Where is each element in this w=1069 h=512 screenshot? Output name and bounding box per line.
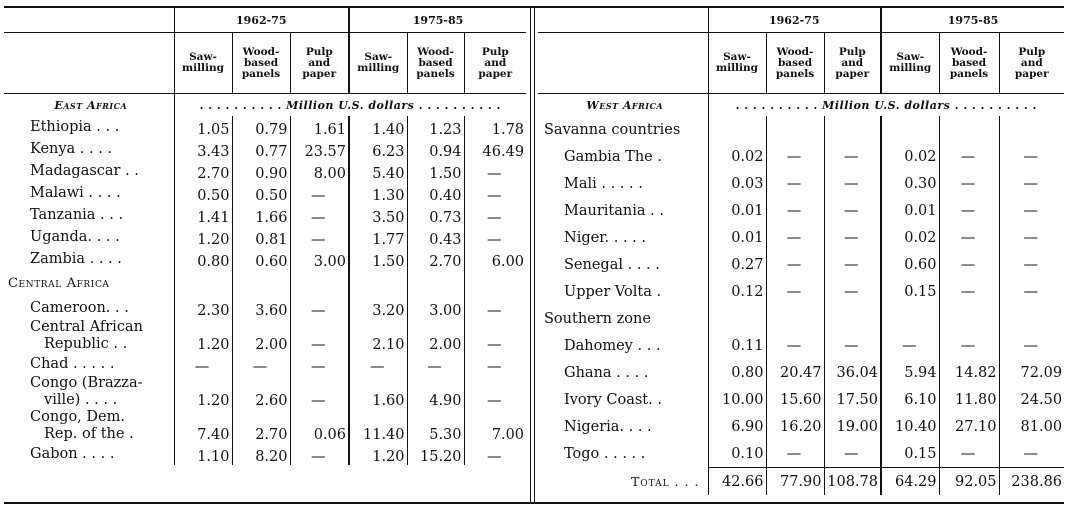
total-cell: 42.66 bbox=[708, 468, 766, 496]
table-row bbox=[4, 409, 526, 443]
value-cell: 20.47 bbox=[766, 359, 824, 386]
value-cell: 0.01 bbox=[708, 224, 766, 251]
value-cell: 0.50 bbox=[174, 182, 232, 204]
value-cell: 3.60 bbox=[232, 297, 290, 319]
table-row bbox=[538, 440, 1064, 468]
value-cell: 6.00 bbox=[464, 248, 526, 270]
value-cell: — bbox=[766, 332, 824, 359]
value-cell: — bbox=[939, 332, 999, 359]
bottom-rule bbox=[4, 502, 1064, 504]
country-label: Senegal . . . . bbox=[564, 256, 660, 273]
value-cell: — bbox=[290, 204, 349, 226]
value-cell: 1.20 bbox=[174, 226, 232, 248]
value-cell: — bbox=[174, 353, 232, 375]
value-cell: — bbox=[464, 297, 526, 319]
value-cell: — bbox=[464, 319, 526, 353]
value-cell: 1.30 bbox=[349, 182, 407, 204]
country-label: Gambia The . bbox=[564, 148, 662, 165]
left-table bbox=[4, 8, 526, 465]
value-cell: 3.20 bbox=[349, 297, 407, 319]
table-row bbox=[4, 248, 526, 270]
value-cell: — bbox=[407, 353, 464, 375]
unit-label: . . . . . . . . . . Million U.S. dollars . . . . . . . . . . bbox=[708, 94, 1064, 117]
value-cell: — bbox=[999, 170, 1064, 197]
value-cell: 0.81 bbox=[232, 226, 290, 248]
value-cell: 0.01 bbox=[708, 197, 766, 224]
table-row bbox=[4, 443, 526, 465]
country-label: Malawi . . . . bbox=[30, 185, 121, 201]
value-cell: 2.70 bbox=[174, 160, 232, 182]
value-cell: 7.00 bbox=[464, 409, 526, 443]
value-cell: — bbox=[999, 143, 1064, 170]
value-cell: — bbox=[881, 332, 939, 359]
value-cell: — bbox=[464, 226, 526, 248]
stub-header bbox=[538, 8, 708, 33]
value-cell: 3.00 bbox=[290, 248, 349, 270]
column-header: Saw- milling bbox=[349, 33, 407, 94]
value-cell: 0.60 bbox=[232, 248, 290, 270]
value-cell: — bbox=[766, 251, 824, 278]
total-row bbox=[538, 468, 1064, 496]
value-cell: — bbox=[824, 143, 881, 170]
stub-header bbox=[4, 8, 174, 33]
value-cell: — bbox=[290, 375, 349, 409]
value-cell: — bbox=[464, 443, 526, 465]
value-cell: 0.01 bbox=[881, 197, 939, 224]
value-cell: 10.40 bbox=[881, 413, 939, 440]
value-cell: 2.30 bbox=[174, 297, 232, 319]
group-row bbox=[538, 305, 1064, 332]
value-cell: 1.20 bbox=[174, 375, 232, 409]
value-cell: — bbox=[290, 443, 349, 465]
column-header: Saw- milling bbox=[174, 33, 232, 94]
value-cell: 19.00 bbox=[824, 413, 881, 440]
value-cell: 14.82 bbox=[939, 359, 999, 386]
country-label: Kenya . . . . bbox=[30, 141, 113, 157]
value-cell: 72.09 bbox=[999, 359, 1064, 386]
value-cell: — bbox=[290, 226, 349, 248]
right-table bbox=[538, 8, 1064, 495]
value-cell: — bbox=[824, 251, 881, 278]
center-divider-2 bbox=[534, 6, 535, 502]
table-row bbox=[4, 116, 526, 138]
value-cell: 0.02 bbox=[708, 143, 766, 170]
value-cell: 17.50 bbox=[824, 386, 881, 413]
table-row bbox=[538, 359, 1064, 386]
value-cell: 0.12 bbox=[708, 278, 766, 305]
value-cell: 0.73 bbox=[407, 204, 464, 226]
value-cell: 1.40 bbox=[349, 116, 407, 138]
value-cell: 6.23 bbox=[349, 138, 407, 160]
column-header: Wood- based panels bbox=[232, 33, 290, 94]
value-cell: — bbox=[766, 278, 824, 305]
value-cell: — bbox=[290, 182, 349, 204]
total-label: Total . . . bbox=[630, 473, 700, 489]
column-header: Pulp and paper bbox=[464, 33, 526, 94]
table-row bbox=[538, 170, 1064, 197]
value-cell: — bbox=[766, 440, 824, 468]
total-cell: 92.05 bbox=[939, 468, 999, 496]
region-row bbox=[4, 270, 526, 297]
value-cell: — bbox=[464, 204, 526, 226]
value-cell: 0.11 bbox=[708, 332, 766, 359]
country-label: Madagascar . . bbox=[30, 163, 139, 179]
table-row bbox=[4, 182, 526, 204]
value-cell: 8.00 bbox=[290, 160, 349, 182]
table-row bbox=[538, 413, 1064, 440]
value-cell: 1.20 bbox=[174, 319, 232, 353]
value-cell: 0.40 bbox=[407, 182, 464, 204]
value-cell: 11.40 bbox=[349, 409, 407, 443]
table-row bbox=[4, 353, 526, 375]
value-cell: 5.40 bbox=[349, 160, 407, 182]
region-heading: Central Africa bbox=[8, 276, 110, 291]
value-cell: 0.03 bbox=[708, 170, 766, 197]
table-row bbox=[4, 226, 526, 248]
value-cell: 2.00 bbox=[232, 319, 290, 353]
region-heading: West Africa bbox=[586, 98, 664, 112]
value-cell: 0.15 bbox=[881, 278, 939, 305]
value-cell: 1.66 bbox=[232, 204, 290, 226]
table-row bbox=[4, 375, 526, 409]
value-cell: — bbox=[464, 182, 526, 204]
value-cell: 0.43 bbox=[407, 226, 464, 248]
value-cell: 8.20 bbox=[232, 443, 290, 465]
value-cell: — bbox=[939, 143, 999, 170]
value-cell: — bbox=[824, 197, 881, 224]
value-cell: 0.27 bbox=[708, 251, 766, 278]
country-label: Mali . . . . . bbox=[564, 175, 643, 192]
group-heading: Southern zone bbox=[544, 310, 651, 327]
value-cell: 4.90 bbox=[407, 375, 464, 409]
value-cell: — bbox=[939, 251, 999, 278]
value-cell: 0.94 bbox=[407, 138, 464, 160]
value-cell: 6.10 bbox=[881, 386, 939, 413]
center-divider bbox=[530, 6, 531, 502]
unit-label: . . . . . . . . . . Million U.S. dollars . . . . . . . . . . bbox=[174, 94, 526, 117]
column-header: Saw- milling bbox=[881, 33, 939, 94]
value-cell: — bbox=[999, 332, 1064, 359]
column-header: Saw- milling bbox=[708, 33, 766, 94]
table-row bbox=[538, 386, 1064, 413]
column-header: Wood- based panels bbox=[939, 33, 999, 94]
country-label: Congo, Dem. Rep. of the . bbox=[30, 409, 134, 442]
value-cell: — bbox=[464, 160, 526, 182]
country-label: Niger. . . . . bbox=[564, 229, 647, 246]
value-cell: — bbox=[766, 170, 824, 197]
value-cell: — bbox=[824, 224, 881, 251]
value-cell: 5.94 bbox=[881, 359, 939, 386]
value-cell: 46.49 bbox=[464, 138, 526, 160]
value-cell: 23.57 bbox=[290, 138, 349, 160]
value-cell: 0.79 bbox=[232, 116, 290, 138]
value-cell: 1.77 bbox=[349, 226, 407, 248]
value-cell: 24.50 bbox=[999, 386, 1064, 413]
country-label: Gabon . . . . bbox=[30, 446, 115, 462]
value-cell: 1.60 bbox=[349, 375, 407, 409]
value-cell: 2.70 bbox=[407, 248, 464, 270]
value-cell: — bbox=[349, 353, 407, 375]
country-label: Chad . . . . . bbox=[30, 356, 115, 372]
value-cell: — bbox=[824, 440, 881, 468]
country-label: Nigeria. . . . bbox=[564, 418, 652, 435]
total-cell: 108.78 bbox=[824, 468, 881, 496]
group-heading: Savanna countries bbox=[544, 121, 681, 138]
value-cell: 0.10 bbox=[708, 440, 766, 468]
value-cell: — bbox=[939, 278, 999, 305]
table-row bbox=[538, 143, 1064, 170]
table-row bbox=[538, 224, 1064, 251]
table-row bbox=[4, 297, 526, 319]
value-cell: — bbox=[999, 251, 1064, 278]
column-header: Pulp and paper bbox=[290, 33, 349, 94]
country-label: Togo . . . . . bbox=[564, 445, 646, 462]
value-cell: 0.80 bbox=[174, 248, 232, 270]
table-row bbox=[538, 332, 1064, 359]
period-header: 1975-85 bbox=[349, 8, 526, 33]
country-label: Central African Republic . . bbox=[30, 319, 143, 352]
table-row bbox=[4, 160, 526, 182]
column-header: Wood- based panels bbox=[766, 33, 824, 94]
total-cell: 238.86 bbox=[999, 468, 1064, 496]
value-cell: 1.61 bbox=[290, 116, 349, 138]
value-cell: 0.06 bbox=[290, 409, 349, 443]
value-cell: 3.43 bbox=[174, 138, 232, 160]
value-cell: 0.30 bbox=[881, 170, 939, 197]
value-cell: — bbox=[766, 224, 824, 251]
value-cell: 1.23 bbox=[407, 116, 464, 138]
value-cell: 0.02 bbox=[881, 224, 939, 251]
table-page bbox=[4, 6, 1064, 506]
value-cell: — bbox=[999, 278, 1064, 305]
table-row bbox=[538, 251, 1064, 278]
value-cell: 1.20 bbox=[349, 443, 407, 465]
value-cell: 1.78 bbox=[464, 116, 526, 138]
value-cell: 1.05 bbox=[174, 116, 232, 138]
value-cell: 1.41 bbox=[174, 204, 232, 226]
value-cell: 0.90 bbox=[232, 160, 290, 182]
value-cell: 0.60 bbox=[881, 251, 939, 278]
value-cell: 15.20 bbox=[407, 443, 464, 465]
value-cell: — bbox=[939, 440, 999, 468]
value-cell: — bbox=[939, 197, 999, 224]
value-cell: 0.77 bbox=[232, 138, 290, 160]
table-row bbox=[4, 138, 526, 160]
value-cell: 16.20 bbox=[766, 413, 824, 440]
value-cell: 27.10 bbox=[939, 413, 999, 440]
value-cell: — bbox=[232, 353, 290, 375]
value-cell: 1.50 bbox=[349, 248, 407, 270]
country-label: Tanzania . . . bbox=[30, 207, 124, 223]
value-cell: 15.60 bbox=[766, 386, 824, 413]
value-cell: 2.70 bbox=[232, 409, 290, 443]
country-label: Mauritania . . bbox=[564, 202, 664, 219]
total-cell: 64.29 bbox=[881, 468, 939, 496]
table-row bbox=[4, 204, 526, 226]
value-cell: — bbox=[939, 224, 999, 251]
country-label: Ethiopia . . . bbox=[30, 119, 120, 135]
value-cell: — bbox=[939, 170, 999, 197]
column-header: Pulp and paper bbox=[824, 33, 881, 94]
country-label: Ivory Coast. . bbox=[564, 391, 662, 408]
value-cell: — bbox=[999, 224, 1064, 251]
value-cell: — bbox=[999, 440, 1064, 468]
stub-subheader bbox=[4, 33, 174, 94]
period-header: 1962-75 bbox=[174, 8, 349, 33]
period-header: 1975-85 bbox=[881, 8, 1064, 33]
stub-subheader bbox=[538, 33, 708, 94]
value-cell: 3.50 bbox=[349, 204, 407, 226]
value-cell: — bbox=[766, 197, 824, 224]
value-cell: 3.00 bbox=[407, 297, 464, 319]
table-row bbox=[4, 319, 526, 353]
value-cell: 5.30 bbox=[407, 409, 464, 443]
country-label: Ghana . . . . bbox=[564, 364, 649, 381]
group-row bbox=[538, 116, 1064, 143]
value-cell: 2.60 bbox=[232, 375, 290, 409]
value-cell: — bbox=[290, 297, 349, 319]
country-label: Cameroon. . . bbox=[30, 300, 129, 316]
value-cell: — bbox=[464, 353, 526, 375]
value-cell: 6.90 bbox=[708, 413, 766, 440]
value-cell: 81.00 bbox=[999, 413, 1064, 440]
country-label: Dahomey . . . bbox=[564, 337, 661, 354]
value-cell: 0.02 bbox=[881, 143, 939, 170]
country-label: Upper Volta . bbox=[564, 283, 662, 300]
column-header: Pulp and paper bbox=[999, 33, 1064, 94]
value-cell: 11.80 bbox=[939, 386, 999, 413]
value-cell: 0.15 bbox=[881, 440, 939, 468]
value-cell: 2.10 bbox=[349, 319, 407, 353]
value-cell: 36.04 bbox=[824, 359, 881, 386]
value-cell: — bbox=[290, 353, 349, 375]
region-heading: East Africa bbox=[54, 98, 128, 112]
value-cell: 0.80 bbox=[708, 359, 766, 386]
value-cell: — bbox=[290, 319, 349, 353]
value-cell: — bbox=[464, 375, 526, 409]
value-cell: 7.40 bbox=[174, 409, 232, 443]
value-cell: 1.10 bbox=[174, 443, 232, 465]
total-cell: 77.90 bbox=[766, 468, 824, 496]
country-label: Zambia . . . . bbox=[30, 251, 122, 267]
value-cell: — bbox=[824, 332, 881, 359]
value-cell: — bbox=[766, 143, 824, 170]
value-cell: 2.00 bbox=[407, 319, 464, 353]
value-cell: 0.50 bbox=[232, 182, 290, 204]
table-row bbox=[538, 197, 1064, 224]
table-row bbox=[538, 278, 1064, 305]
value-cell: — bbox=[824, 278, 881, 305]
column-header: Wood- based panels bbox=[407, 33, 464, 94]
value-cell: — bbox=[999, 197, 1064, 224]
value-cell: — bbox=[824, 170, 881, 197]
period-header: 1962-75 bbox=[708, 8, 881, 33]
value-cell: 10.00 bbox=[708, 386, 766, 413]
country-label: Congo (Brazza- ville) . . . . bbox=[30, 375, 143, 408]
country-label: Uganda. . . . bbox=[30, 229, 120, 245]
value-cell: 1.50 bbox=[407, 160, 464, 182]
